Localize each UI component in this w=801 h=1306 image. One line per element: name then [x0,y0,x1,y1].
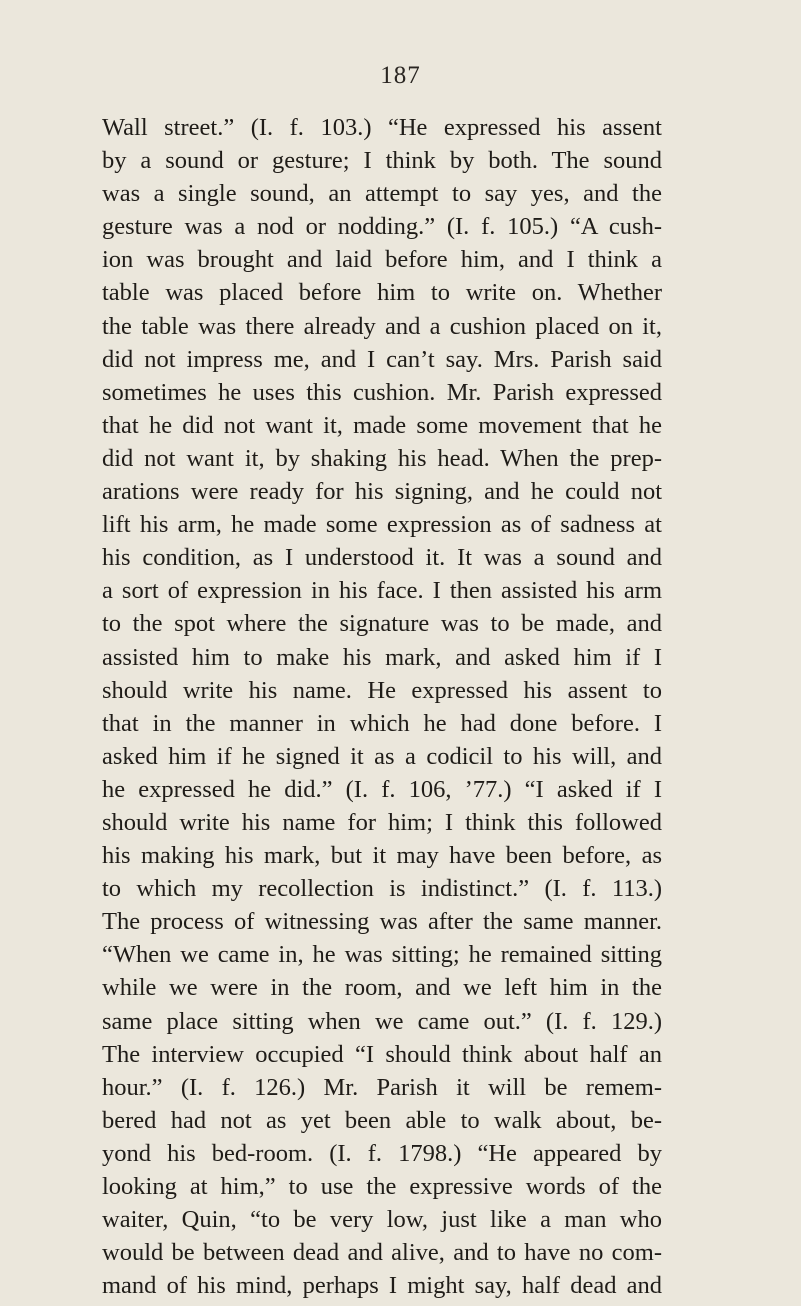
text-line: did not want it, by shaking his head. When the prep- [102,444,662,472]
text-line: Wall street.” (I. f. 103.) “He expressed his assent [102,114,662,141]
text-line: should write his name. He expressed his assent to [102,676,662,704]
text-line: a sort of expression in his face. I then assisted his arm [102,577,662,605]
text-line: table was placed before him to write on. Whether [102,279,662,307]
text-line: “When we came in, he was sitting; he remained sitting [102,941,662,969]
text-line: the table was there already and a cushion placed on it, [102,312,662,340]
text-line: would be between dead and alive, and to have no com- [102,1239,662,1267]
text-line: ion was brought and laid before him, and I think a [102,246,662,274]
text-line: The interview occupied “I should think about half an [102,1040,662,1068]
text-line: assisted him to make his mark, and asked him if I [102,643,662,671]
text-line: The process of witnessing was after the same manner. [102,908,662,936]
text-line: looking at him,” to use the expressive words of the [102,1173,662,1200]
text-line: same place sitting when we came out.” (I. f. 129.) [102,1007,662,1035]
text-line: lift his arm, he made some expression as of sadness at [102,511,662,539]
text-line: was a single sound, an attempt to say yes, and the [102,180,662,208]
text-line: to the spot where the signature was to be made, and [102,610,662,638]
text-line: bered had not as yet been able to walk about, be- [102,1106,662,1134]
body-text [102,111,662,1302]
text-line: sometimes he uses this cushion. Mr. Parish expressed [102,378,662,406]
text-line: should write his name for him; I think this followed [102,808,662,836]
text-line: mand of his mind, perhaps I might say, half dead and [102,1272,662,1300]
text-line: that he did not want it, made some movement that he [102,411,662,439]
page-number: 187 [380,62,421,89]
text-line: yond his bed-room. (I. f. 1798.) “He appeared by [102,1139,662,1167]
text-line: that in the manner in which he had done before. I [102,709,662,737]
text-line: his condition, as I understood it. It was a sound and [102,544,662,572]
text-line: he expressed he did.” (I. f. 106, ’77.) “I asked if I [102,775,662,803]
text-line: arations were ready for his signing, and he could not [102,478,662,506]
text-line: did not impress me, and I can’t say. Mrs. Parish said [102,345,662,373]
text-line: to which my recollection is indistinct.” (I. f. 113.) [102,875,662,903]
text-line: while we were in the room, and we left him in the [102,974,662,1002]
text-line: gesture was a nod or nodding.” (I. f. 105.) “A cush- [102,213,662,241]
text-line: by a sound or gesture; I think by both. The sound [102,147,662,175]
text-line: his making his mark, but it may have been before, as [102,842,662,870]
text-line: asked him if he signed it as a codicil to his will, and [102,742,662,770]
text-line: hour.” (I. f. 126.) Mr. Parish it will be remem- [102,1073,662,1101]
text-line: waiter, Quin, “to be very low, just like a man who [102,1206,662,1234]
